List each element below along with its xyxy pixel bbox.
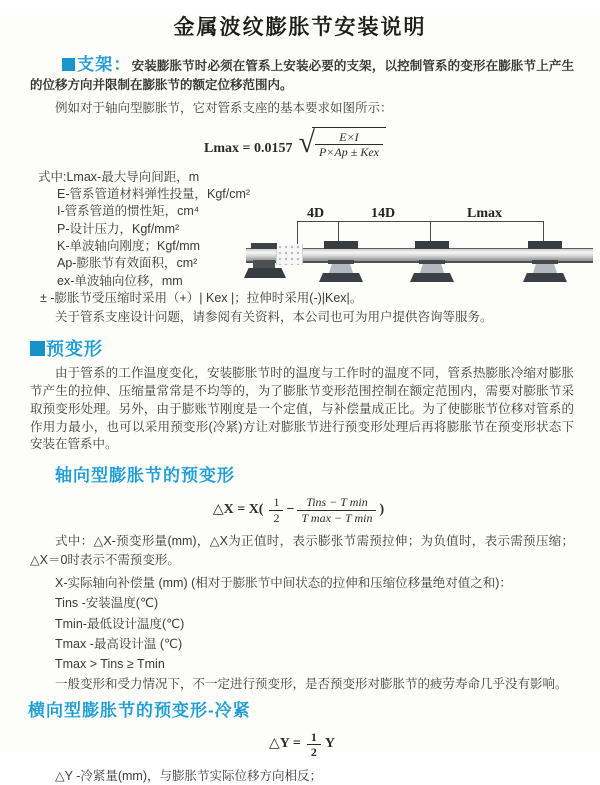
lateral-subheading: 横向型膨胀节的预变形-冷紧 — [28, 700, 251, 720]
legend-line: E-管系管道材料弹性投量，Kgf/cm² — [57, 187, 251, 202]
lateral-formula-lhs: △Y = — [269, 736, 301, 752]
guide-support — [521, 210, 569, 302]
legend-line: 式中:Lmax-最大导向间距，m — [38, 169, 200, 184]
half-denominator: 2 — [273, 510, 280, 525]
axial-item: Tmax > Tins ≥ Tmin — [55, 657, 165, 672]
lateral-formula — [10, 730, 600, 760]
guide-support — [408, 210, 456, 302]
minus-operator: − — [286, 501, 295, 517]
axial-formula-numerator: Tins − T min — [297, 495, 376, 510]
axial-formula — [0, 495, 600, 525]
preform-body-paragraph: 由于管系的工作温度变化，安装膨胀节时的温度与工作时的温度不同，管系热膨胀冷缩对膨胀节产生的拉伸、压缩量常常是不均等的，为了膨胀节变形范围控制在额定范围内，需要对膨胀节采取预变形处理。另外，由于膨账节刚度是一个定值，与补偿量成正比。为了使膨胀节位移对管系的作用力最小，也可以采用预变形(冷紧)方让对膨胀节进行预变形处理后再将膨胀节在预变形状态下安装在管系中。 — [30, 366, 574, 452]
cold-tighten-line: △Y -冷紧量(mm)，与膨胀节实际位移方向相反； — [55, 769, 323, 784]
axial-item: 一般变形和受力情况下，不一定进行预变形，是否预变形对膨胀节的疲劳寿命几乎没有影响。 — [55, 677, 568, 692]
legend-line: Ap-膨胀节有效面积，cm² — [57, 256, 198, 271]
legend-line: I-管系管道的惯性矩，cm⁴ — [57, 204, 200, 219]
support-note-line: 关于管系支座设计问题，请参阅有关资料，本公司也可为用户提供咨询等服务。 — [55, 310, 493, 325]
lmax-formula-lhs: Lmax = 0.0157 — [204, 141, 293, 157]
axial-item: Tins -安装温度(℃) — [55, 596, 159, 611]
document-page — [0, 14, 600, 784]
dim-label-lmax: Lmax — [467, 206, 502, 221]
legend-line: P-设计压力，Kgf/mm² — [57, 221, 180, 236]
legend-line: ± -膨胀节受压缩时采用（+）| Kex |；拉伸时采用(-)|Kex|。 — [40, 290, 363, 305]
half-numerator: 1 — [269, 495, 283, 510]
lateral-numerator: 1 — [307, 730, 321, 745]
legend-line: K-单波轴向刚度；Kgf/mm — [57, 238, 201, 253]
preform-heading-label: 预变形 — [46, 339, 103, 360]
sqrt-radical — [299, 127, 386, 160]
pipe-support-diagram — [243, 206, 595, 302]
page-title: 金属波纹膨胀节安装说明 — [173, 16, 427, 39]
axial-items — [55, 573, 600, 695]
support-intro-paragraph — [30, 55, 574, 95]
support-section-heading: 支架： — [77, 55, 132, 74]
close-paren: ) — [379, 501, 385, 517]
lateral-formula-rhs: Y — [324, 736, 335, 752]
guide-support — [317, 210, 365, 302]
support-example-line: 例如对于轴向型膨胀节，它对管系支座的基本要求如图所示： — [55, 101, 393, 115]
lateral-denominator: 2 — [310, 745, 317, 760]
legend-line: ex-单波轴向位移，mm — [57, 273, 183, 288]
axial-formula-denominator: T max − T min — [301, 510, 373, 525]
fixed-anchor — [243, 210, 289, 302]
axial-item: X-实际轴向补偿量 (mm) (相对于膨胀节中间状态的拉伸和压缩位移量绝对值之和)： — [55, 575, 512, 590]
support-intro-text: 安装膨胀节时必须在管系上安装必要的支架，以控制管系的变形在膨胀节上产生的位移方向并限制在膨胀节的额定位移范围内。 — [30, 59, 574, 92]
axial-explain-paragraph: 式中：△X-预变形量(mm)，△X为正值时，表示膨张节需预拉伸；为负值时，表示需预压缩；△X＝0时表示不需预变形。 — [30, 533, 574, 567]
section-marker-icon — [62, 58, 75, 71]
axial-subheading: 轴向型膨胀节的预变形 — [55, 466, 235, 486]
lmax-formula — [0, 127, 600, 160]
axial-item: Tmax -最高设计温 (℃) — [55, 636, 183, 651]
lmax-formula-numerator: E×I — [315, 130, 383, 145]
radical-icon: √ — [298, 126, 315, 160]
dim-label-14d: 14D — [371, 206, 396, 221]
section-marker-icon — [30, 341, 45, 356]
lmax-formula-denominator: P×Ap ± Kex — [318, 145, 379, 160]
axial-item: Tmin-最低设计温度(℃) — [55, 616, 185, 631]
preform-section-heading — [30, 338, 600, 360]
axial-formula-lhs: △X = X( — [212, 501, 264, 517]
dim-label-4d: 4D — [307, 206, 325, 221]
